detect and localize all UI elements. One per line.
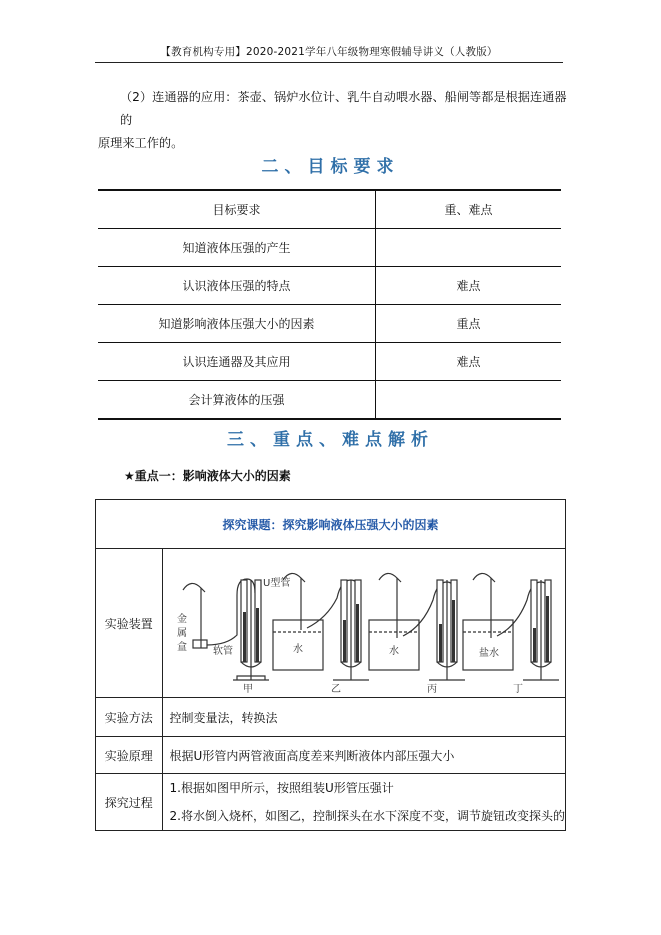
caption-jia: 甲	[242, 684, 253, 695]
method-value: 控制变量法，转换法	[162, 698, 565, 737]
experiment-table	[95, 499, 566, 831]
goal-cell: 认识连通器及其应用	[98, 343, 376, 381]
goals-header-goal: 目标要求	[98, 190, 376, 229]
label-metal-box-3: 盒	[176, 642, 187, 653]
section-title-analysis: 三、重点、难点解析	[227, 430, 434, 450]
pressure-gauge-figure	[163, 550, 563, 696]
table-row	[98, 305, 561, 343]
table-row	[98, 267, 561, 305]
label-water-yi: 水	[292, 644, 303, 655]
table-row	[98, 381, 561, 420]
goal-cell: 认识液体压强的特点	[98, 267, 376, 305]
caption-ding: 丁	[512, 684, 523, 695]
goal-cell: 知道液体压强的产生	[98, 229, 376, 267]
goals-header-level: 重、难点	[376, 190, 562, 229]
goal-cell: 知道影响液体压强大小的因素	[98, 305, 376, 343]
label-salt-water: 盐水	[478, 648, 499, 659]
level-cell	[376, 381, 562, 420]
table-row	[98, 343, 561, 381]
label-metal-box-1: 金	[176, 614, 187, 625]
apparatus-row	[96, 549, 566, 698]
process-steps	[162, 774, 565, 831]
level-cell: 难点	[376, 343, 562, 381]
level-cell: 难点	[376, 267, 562, 305]
page-header: 【教育机构专用】2020-2021学年八年级物理寒假辅导讲义（人教版）	[160, 46, 498, 58]
keypoint-heading: ★重点一：影响液体大小的因素	[124, 469, 291, 483]
method-row	[96, 698, 566, 737]
method-label: 实验方法	[96, 698, 163, 737]
caption-bing: 丙	[426, 684, 437, 695]
table-row	[98, 229, 561, 267]
intro-line-2: 原理来工作的。	[98, 136, 184, 150]
apparatus-label: 实验装置	[96, 549, 163, 698]
label-water-bing: 水	[388, 646, 399, 657]
principle-row	[96, 737, 566, 774]
intro-paragraph	[98, 86, 568, 155]
topic-row	[96, 500, 566, 549]
label-metal-box-2: 属	[176, 628, 187, 639]
section-title-goals: 二、目标要求	[261, 157, 400, 177]
caption-yi: 乙	[330, 684, 341, 695]
level-cell: 重点	[376, 305, 562, 343]
apparatus-yi	[273, 573, 369, 680]
header-rule	[95, 62, 563, 63]
apparatus-figure-cell	[162, 549, 565, 698]
label-utube: U型管	[262, 578, 290, 589]
goal-cell: 会计算液体的压强	[98, 381, 376, 420]
principle-value: 根据U形管内两管液面高度差来判断液体内部压强大小	[162, 737, 565, 774]
apparatus-ding	[463, 573, 559, 680]
principle-label: 实验原理	[96, 737, 163, 774]
process-label: 探究过程	[96, 774, 163, 831]
level-cell	[376, 229, 562, 267]
process-row	[96, 774, 566, 831]
apparatus-jia	[183, 579, 269, 680]
goals-header-row	[98, 190, 561, 229]
goals-table	[98, 189, 561, 420]
intro-line-1: （2）连通器的应用：茶壶、锅炉水位计、乳牛自动喂水器、船闸等都是根据连通器的	[120, 90, 567, 127]
process-step-2: 2.将水倒入烧杯，如图乙，控制探头在水下深度不变，调节旋钮改变探头的	[169, 809, 565, 823]
process-step-1: 1.根据如图甲所示，按照组装U形管压强计	[169, 781, 394, 795]
apparatus-bing	[369, 573, 465, 680]
label-hose: 软管	[212, 646, 233, 657]
experiment-topic: 探究课题：探究影响液体压强大小的因素	[96, 500, 566, 549]
